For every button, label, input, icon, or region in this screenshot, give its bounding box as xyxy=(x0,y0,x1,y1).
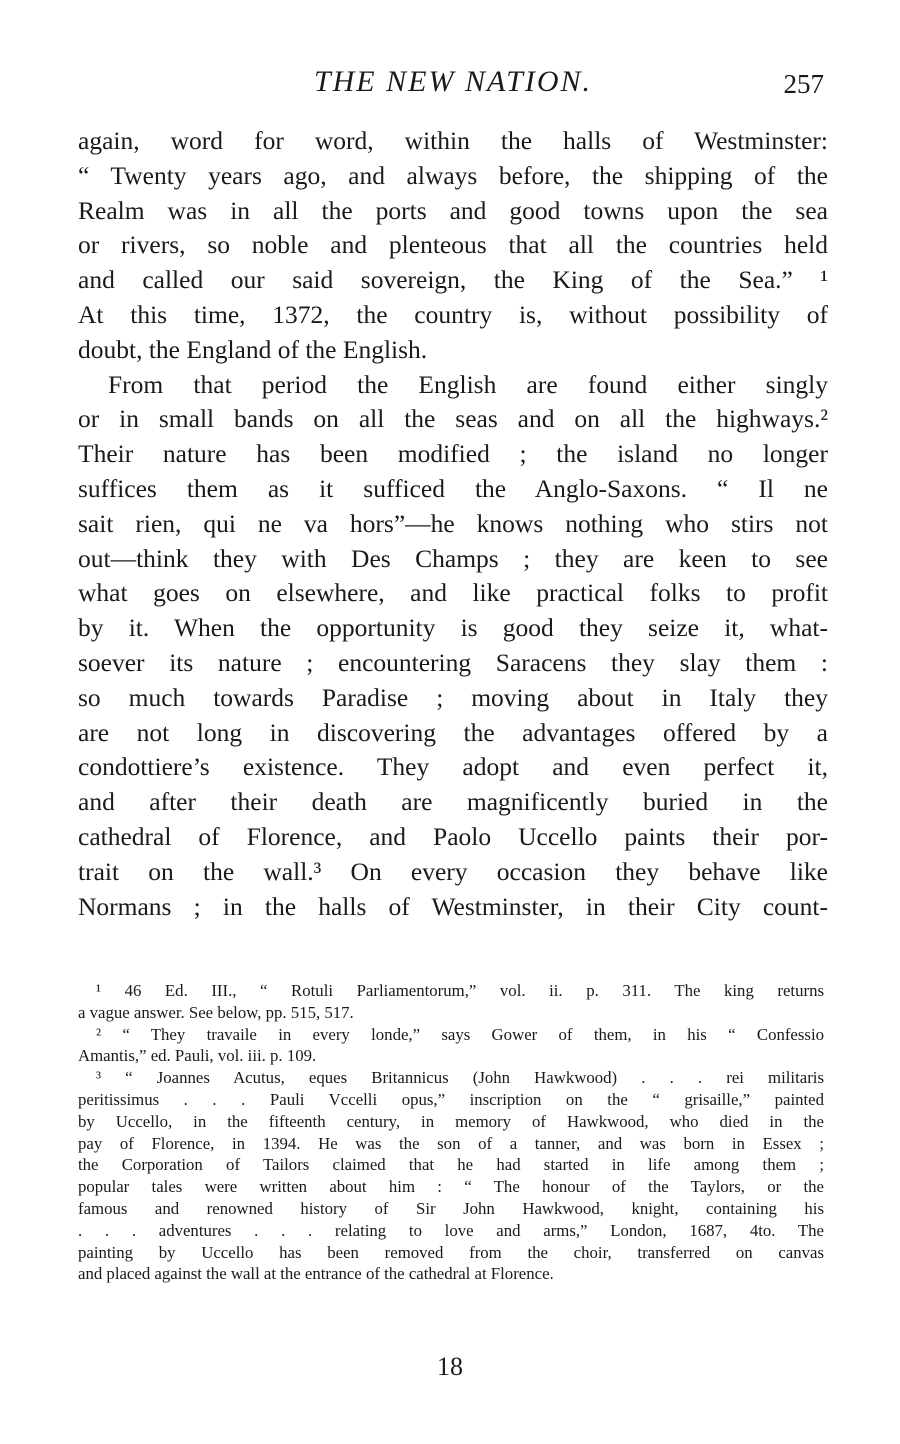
footnote-line: the Corporation of Tailors claimed that he had started in life among them ; xyxy=(78,1155,824,1175)
body-line: Realm was in all the ports and good towns upon the sea xyxy=(78,195,828,225)
body-line: again, word for word, within the halls of Westminster: xyxy=(78,126,828,155)
body-line: cathedral of Florence, and Paolo Uccello paints their por- xyxy=(78,821,828,851)
footnote-line: . . . adventures . . . relating to love and arms,” London, 1687, 4to. The xyxy=(78,1220,824,1240)
footnote-line: ² “ They travaile in every londe,” says Gower of them, in his “ Confessio xyxy=(96,1024,824,1044)
body-line: and called our said sovereign, the King of the Sea.” ¹ xyxy=(78,265,828,295)
body-text xyxy=(78,124,828,924)
body-line: doubt, the England of the English. xyxy=(78,334,428,364)
body-line: by it. When the opportunity is good they seize it, what- xyxy=(78,613,828,643)
footnote-line: Amantis,” ed. Pauli, vol. iii. p. 109. xyxy=(78,1046,317,1066)
footnote-line: ³ “ Joannes Acutus, eques Britannicus (John Hawkwood) . . . rei militaris xyxy=(96,1068,824,1088)
page-number: 257 xyxy=(783,69,824,99)
body-line: or rivers, so noble and plenteous that all the countries held xyxy=(78,230,828,260)
body-line: are not long in discovering the advantages offered by a xyxy=(78,717,828,747)
footnote-line: painting by Uccello has been removed from the choir, transferred on canvas xyxy=(78,1242,824,1262)
body-line: Their nature has been modified ; the island no longer xyxy=(78,439,828,469)
body-line: what goes on elsewhere, and like practical folks to profit xyxy=(78,578,828,608)
footnote-line: famous and renowned history of Sir John Hawkwood, knight, containing his xyxy=(78,1198,824,1218)
body-line: sait rien, qui ne va hors”—he knows nothing who stirs not xyxy=(78,508,828,538)
body-line: soever its nature ; encountering Saracens they slay them : xyxy=(78,647,828,677)
footnote-line: a vague answer. See below, pp. 515, 517. xyxy=(78,1002,354,1022)
footnote-line: by Uccello, in the fifteenth century, in memory of Hawkwood, who died in the xyxy=(78,1111,824,1131)
footnote-line: popular tales were written about him : “ The honour of the Taylors, or the xyxy=(78,1177,824,1197)
footnote-line: and placed against the wall at the entrance of the cathedral at Florence. xyxy=(78,1264,554,1284)
body-line: and after their death are magnificently buried in the xyxy=(78,787,828,817)
footnote-line: peritissimus . . . Pauli Vccelli opus,” inscription on the “ grisaille,” painted xyxy=(78,1089,824,1109)
body-line: From that period the English are found either singly xyxy=(108,369,828,399)
page-header xyxy=(78,62,828,102)
footnote-line: pay of Florence, in 1394. He was the son of a tanner, and was born in Essex ; xyxy=(78,1133,824,1153)
body-line: so much towards Paradise ; moving about in Italy they xyxy=(78,682,828,712)
body-line: Normans ; in the halls of Westminster, in their City count- xyxy=(78,891,828,921)
signature-mark: 18 xyxy=(437,1352,463,1381)
body-line: condottiere’s existence. They adopt and even perfect it, xyxy=(78,752,828,782)
body-line: suffices them as it sufficed the Anglo-Saxons. “ Il ne xyxy=(78,473,828,503)
body-line: At this time, 1372, the country is, without possibility of xyxy=(78,299,828,329)
footnotes xyxy=(78,980,824,1285)
running-title: THE NEW NATION. xyxy=(313,65,593,98)
body-line: out—think they with Des Champs ; they are keen to see xyxy=(78,543,828,573)
body-line: “ Twenty years ago, and always before, the shipping of the xyxy=(78,160,828,190)
body-line: trait on the wall.³ On every occasion they behave like xyxy=(78,856,828,886)
body-line: or in small bands on all the seas and on all the highways.² xyxy=(78,404,828,434)
footnote-line: ¹ 46 Ed. III., “ Rotuli Parliamentorum,” vol. ii. p. 311. The king returns xyxy=(96,981,824,1000)
